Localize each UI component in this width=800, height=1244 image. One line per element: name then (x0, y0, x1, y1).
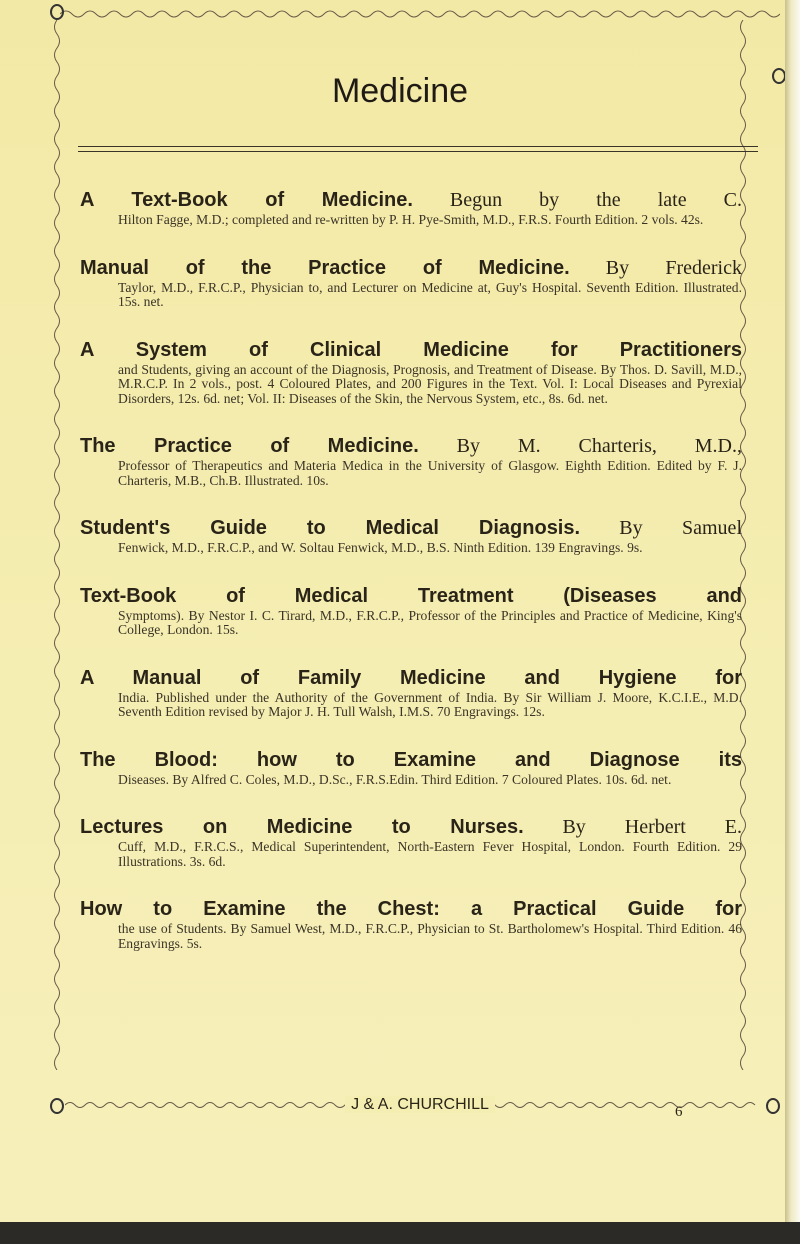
header-rule (78, 146, 758, 147)
page-edge (785, 0, 800, 1244)
book-title: The Practice of Medicine. (80, 435, 419, 457)
corner-ring-icon (50, 4, 64, 20)
book-entry (80, 256, 742, 310)
book-description: Diseases. By Alfred C. Coles, M.D., D.Sc., F.R.S.Edin. Third Edition. 7 Coloured Plates. 10s. 6d. net. (118, 771, 672, 787)
footer (55, 1094, 785, 1118)
book-title: Lectures on Medicine to Nurses. (80, 816, 524, 838)
book-description: Fenwick, M.D., F.R.C.P., and W. Soltau Fenwick, M.D., B.S. Ninth Edition. 139 Engravings. 9s. (118, 540, 643, 555)
book-author-lead: By Frederick (605, 256, 742, 279)
book-entry (80, 666, 742, 720)
book-title: Student's Guide to Medical Diagnosis. (80, 517, 581, 539)
publisher-name: J & A. CHURCHILL (345, 1096, 495, 1113)
book-title: A System of Clinical Medicine for Practitioners (80, 338, 742, 361)
entry-heading (80, 434, 742, 459)
entry-heading (80, 338, 742, 363)
book-title: How to Examine the Chest: a Practical Guide for (80, 898, 742, 920)
book-entry (80, 584, 742, 638)
entry-heading (80, 256, 742, 281)
entry-heading (80, 666, 742, 691)
entry-heading (80, 897, 742, 922)
header-rule (78, 151, 758, 152)
book-description: Professor of Therapeutics and Materia Medica in the University of Glasgow. Eighth Edition. Edited by F. J. Charteris, M.B., Ch.B. Illustrated. 10s. (118, 458, 742, 488)
entry-heading (80, 748, 742, 773)
book-description: India. Published under the Authority of the Government of India. By Sir William J. Moore, K.C.I.E., M.D. Seventh Edition revised by Major J. H. Tull Walsh, I.M.S. 70 Engravings. 12s. (118, 689, 742, 719)
book-title: A Manual of Family Medicine and Hygiene for (80, 666, 742, 689)
scan-background (0, 1222, 800, 1244)
book-author-lead: By Samuel (619, 517, 742, 539)
book-entry (80, 897, 742, 951)
book-description: the use of Students. By Samuel West, M.D., F.R.C.P., Physician to St. Bartholomew's Hospital. Third Edition. 46 Engravings. 5s. (118, 921, 742, 951)
book-description: and Students, giving an account of the Diagnosis, Prognosis, and Treatment of Disease. By Thos. D. Savill, M.D., M.R.C.P. In 2 vols., post. 4 Coloured Plates, and 200 Figures in the Text. Vol. I: Local Diseases and Pyrexial Disorders, 12s. 6d. net; Vol. II: Diseases of the Skin, the Nervous System, etc., 8s. 6d. net. (118, 361, 742, 406)
book-entry (80, 815, 742, 869)
page-number: 6 (675, 1104, 683, 1120)
book-author-lead: Begun by the late C. (449, 189, 743, 211)
wavy-border-left (52, 20, 62, 1070)
book-title: The Blood: how to Examine and Diagnose its (80, 748, 742, 771)
page-title: Medicine (331, 72, 469, 110)
book-description: Hilton Fagge, M.D.; completed and re-written by P. H. Pye-Smith, M.D., F.R.S. Fourth Edition. 2 vols. 42s. (118, 212, 704, 227)
book-entry (80, 338, 742, 407)
entry-heading (80, 584, 742, 609)
book-description: Cuff, M.D., F.R.C.S., Medical Superintendent, North-Eastern Fever Hospital, London. Fourth Edition. 29 Illustrations. 3s. 6d. (118, 839, 742, 869)
book-entry (80, 748, 742, 788)
book-title: Manual of the Practice of Medicine. (80, 256, 570, 279)
book-entry (80, 188, 742, 228)
wavy-border-top (60, 6, 780, 20)
book-author-lead: By M. Charteris, M.D., (456, 435, 743, 457)
book-description: Symptoms). By Nestor I. C. Tirard, M.D., F.R.C.P., Professor of the Principles and Practice of Medicine, King's College, London. 15s. (118, 607, 742, 637)
book-title: A Text-Book of Medicine. (80, 189, 413, 211)
book-title: Text-Book of Medical Treatment (Diseases and (80, 584, 742, 607)
book-list (80, 188, 742, 979)
entry-heading (80, 815, 742, 840)
entry-heading (80, 188, 742, 213)
book-entry (80, 516, 742, 556)
book-description: Taylor, M.D., F.R.C.P., Physician to, and Lecturer on Medicine at, Guy's Hospital. Seventh Edition. Illustrated. 15s. net. (118, 279, 742, 309)
entry-heading (80, 516, 742, 541)
book-entry (80, 434, 742, 488)
book-author-lead: By Herbert E. (562, 816, 742, 838)
